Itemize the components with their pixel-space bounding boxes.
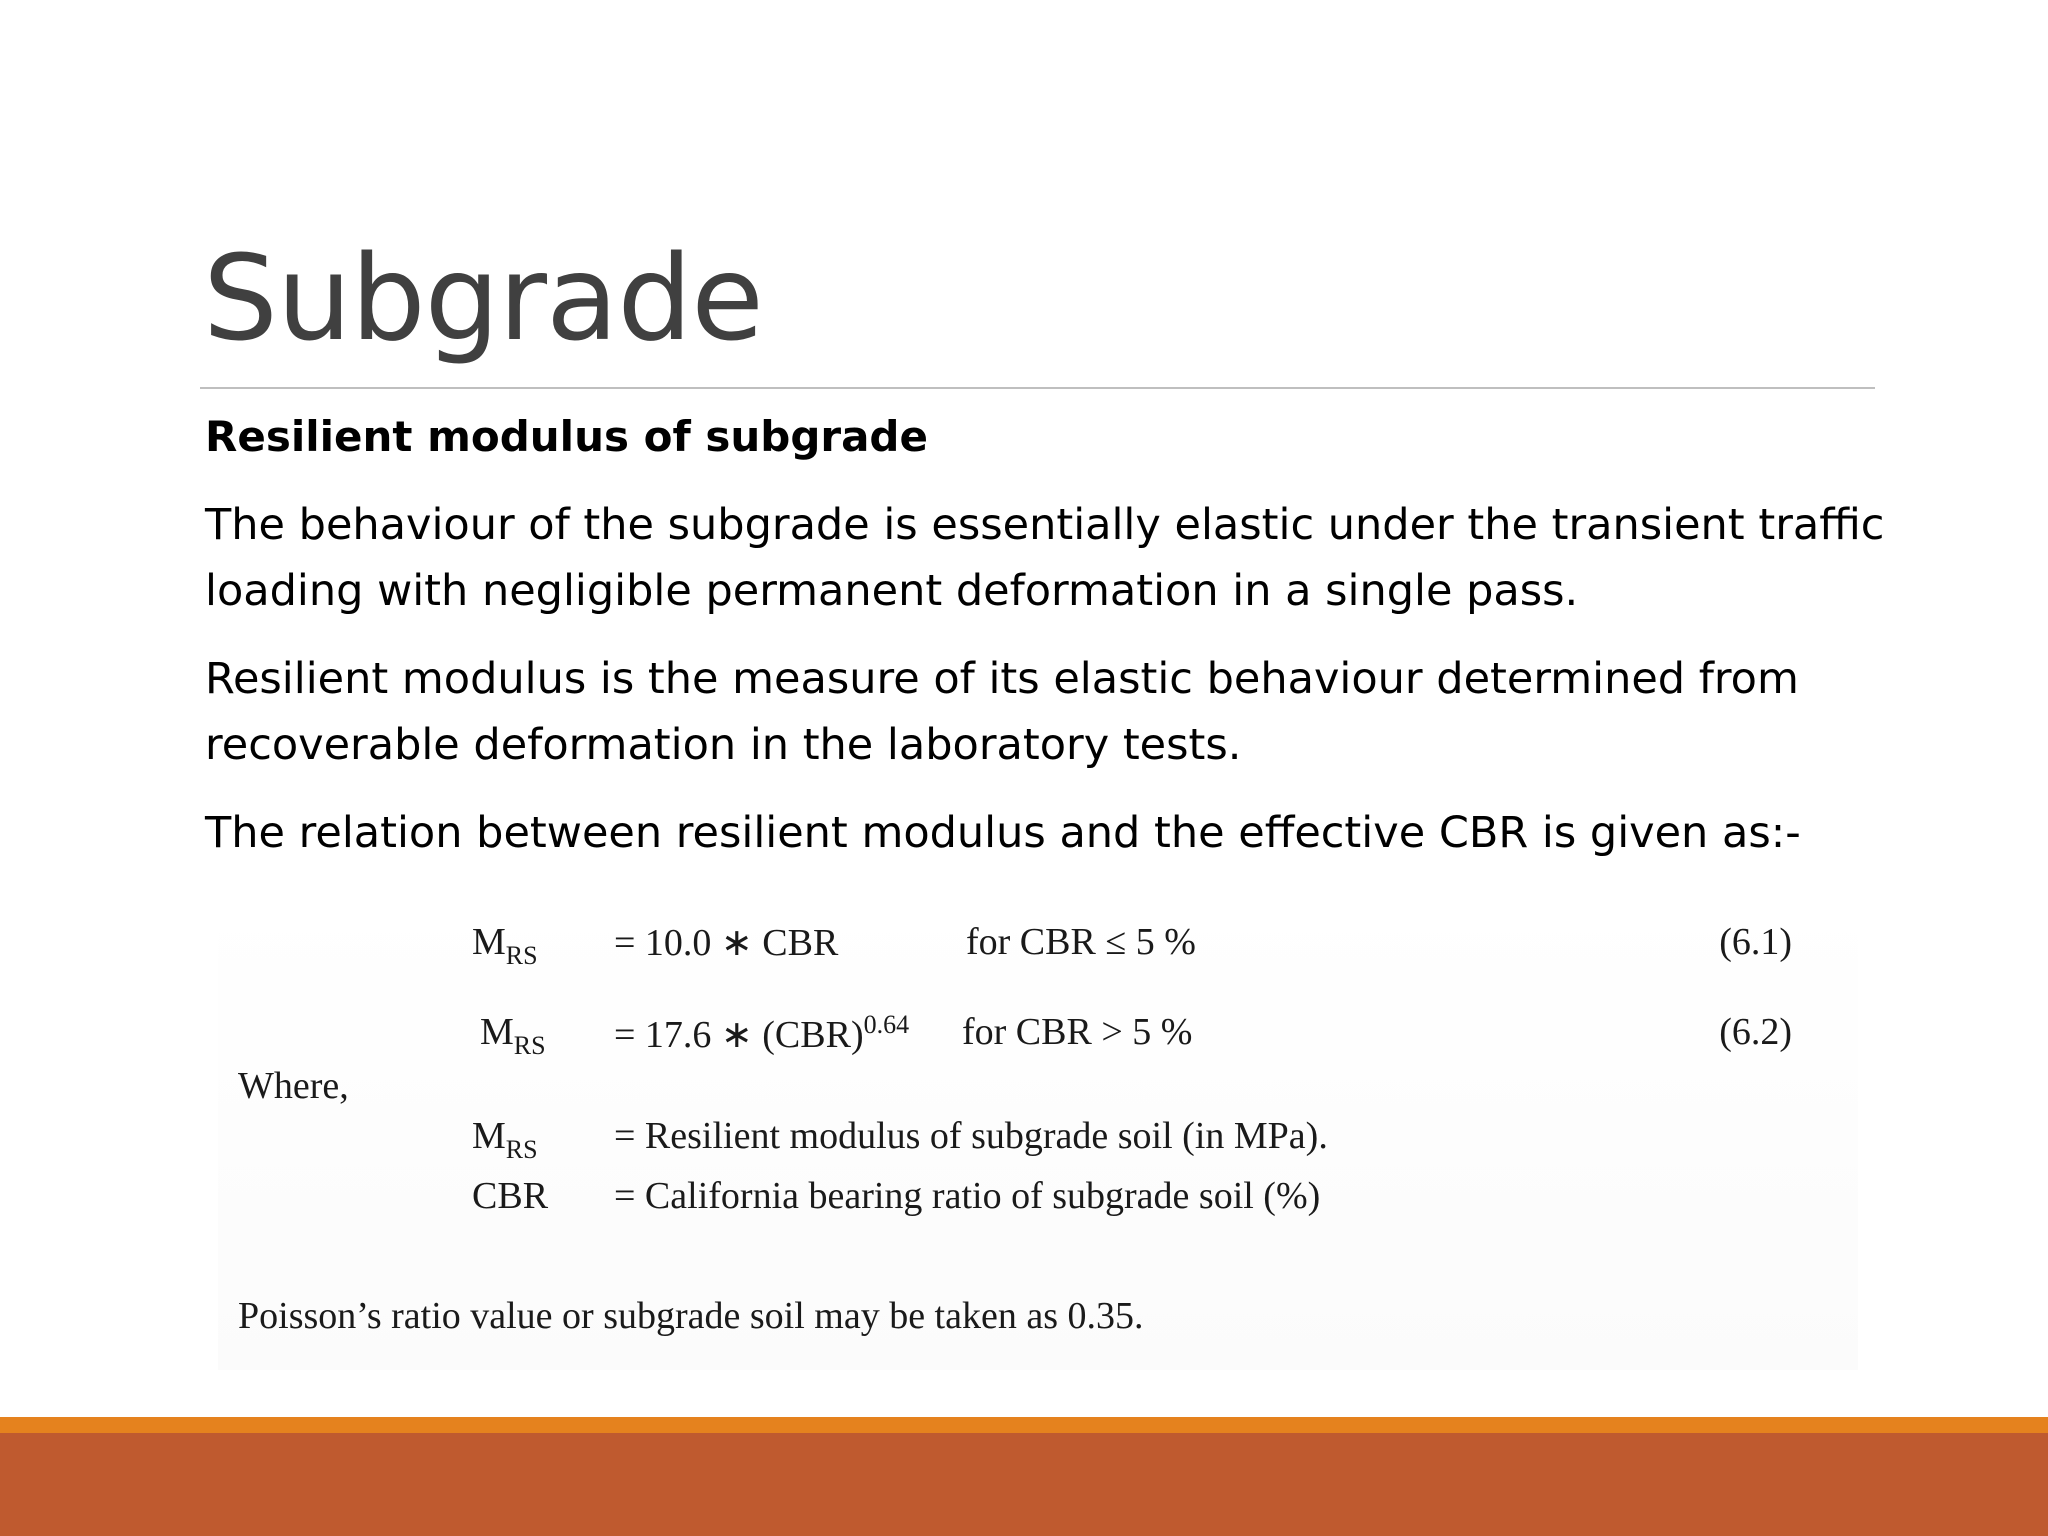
where-label: Where, — [238, 1065, 349, 1107]
equation-symbol: $M_{RS}$ — [480, 1011, 546, 1060]
poisson-ratio-note: Poisson’s ratio value or subgrade soil may be taken as 0.35. — [238, 1295, 1144, 1337]
equation-number: (6.1) — [1719, 921, 1792, 963]
paragraph-resilient-modulus: Resilient modulus is the measure of its elastic behaviour determined from recoverable deformation in the laboratory tests. — [205, 654, 1799, 770]
equation-rhs: = 10.0 ∗ CBR — [614, 922, 839, 964]
footer-band — [0, 1433, 2048, 1536]
paragraph-behaviour: The behaviour of the subgrade is essentially elastic under the transient traffic loading with negligible permanent deformation in a single pass. — [205, 500, 1885, 616]
title-divider — [200, 387, 1875, 389]
section-heading: Resilient modulus of subgrade — [205, 412, 928, 461]
equation-symbol: $M_{RS}$ — [472, 921, 538, 970]
equation-number: (6.2) — [1719, 1011, 1792, 1053]
equation-rhs: = 17.6 ∗ (CBR)$^{0.64}$ — [614, 1010, 910, 1056]
definition-mrs — [218, 1114, 1858, 1174]
definition-text: = Resilient modulus of subgrade soil (in MPa). — [614, 1115, 1328, 1157]
paragraph-relation: The relation between resilient modulus and the effective CBR is given as:- — [205, 808, 1801, 858]
definition-cbr — [218, 1174, 1858, 1234]
definition-symbol: CBR — [472, 1175, 549, 1217]
slide-title: Subgrade — [203, 229, 763, 367]
equation-6-2 — [218, 1010, 1858, 1070]
footer-accent-stripe — [0, 1417, 2048, 1433]
equation-6-1 — [218, 920, 1858, 980]
definition-symbol: $M_{RS}$ — [472, 1115, 538, 1164]
equation-figure — [218, 900, 1858, 1370]
equation-condition: for CBR > 5 % — [962, 1011, 1193, 1053]
definition-text: = California bearing ratio of subgrade soil (%) — [614, 1175, 1321, 1217]
equation-condition: for CBR ≤ 5 % — [966, 921, 1196, 963]
